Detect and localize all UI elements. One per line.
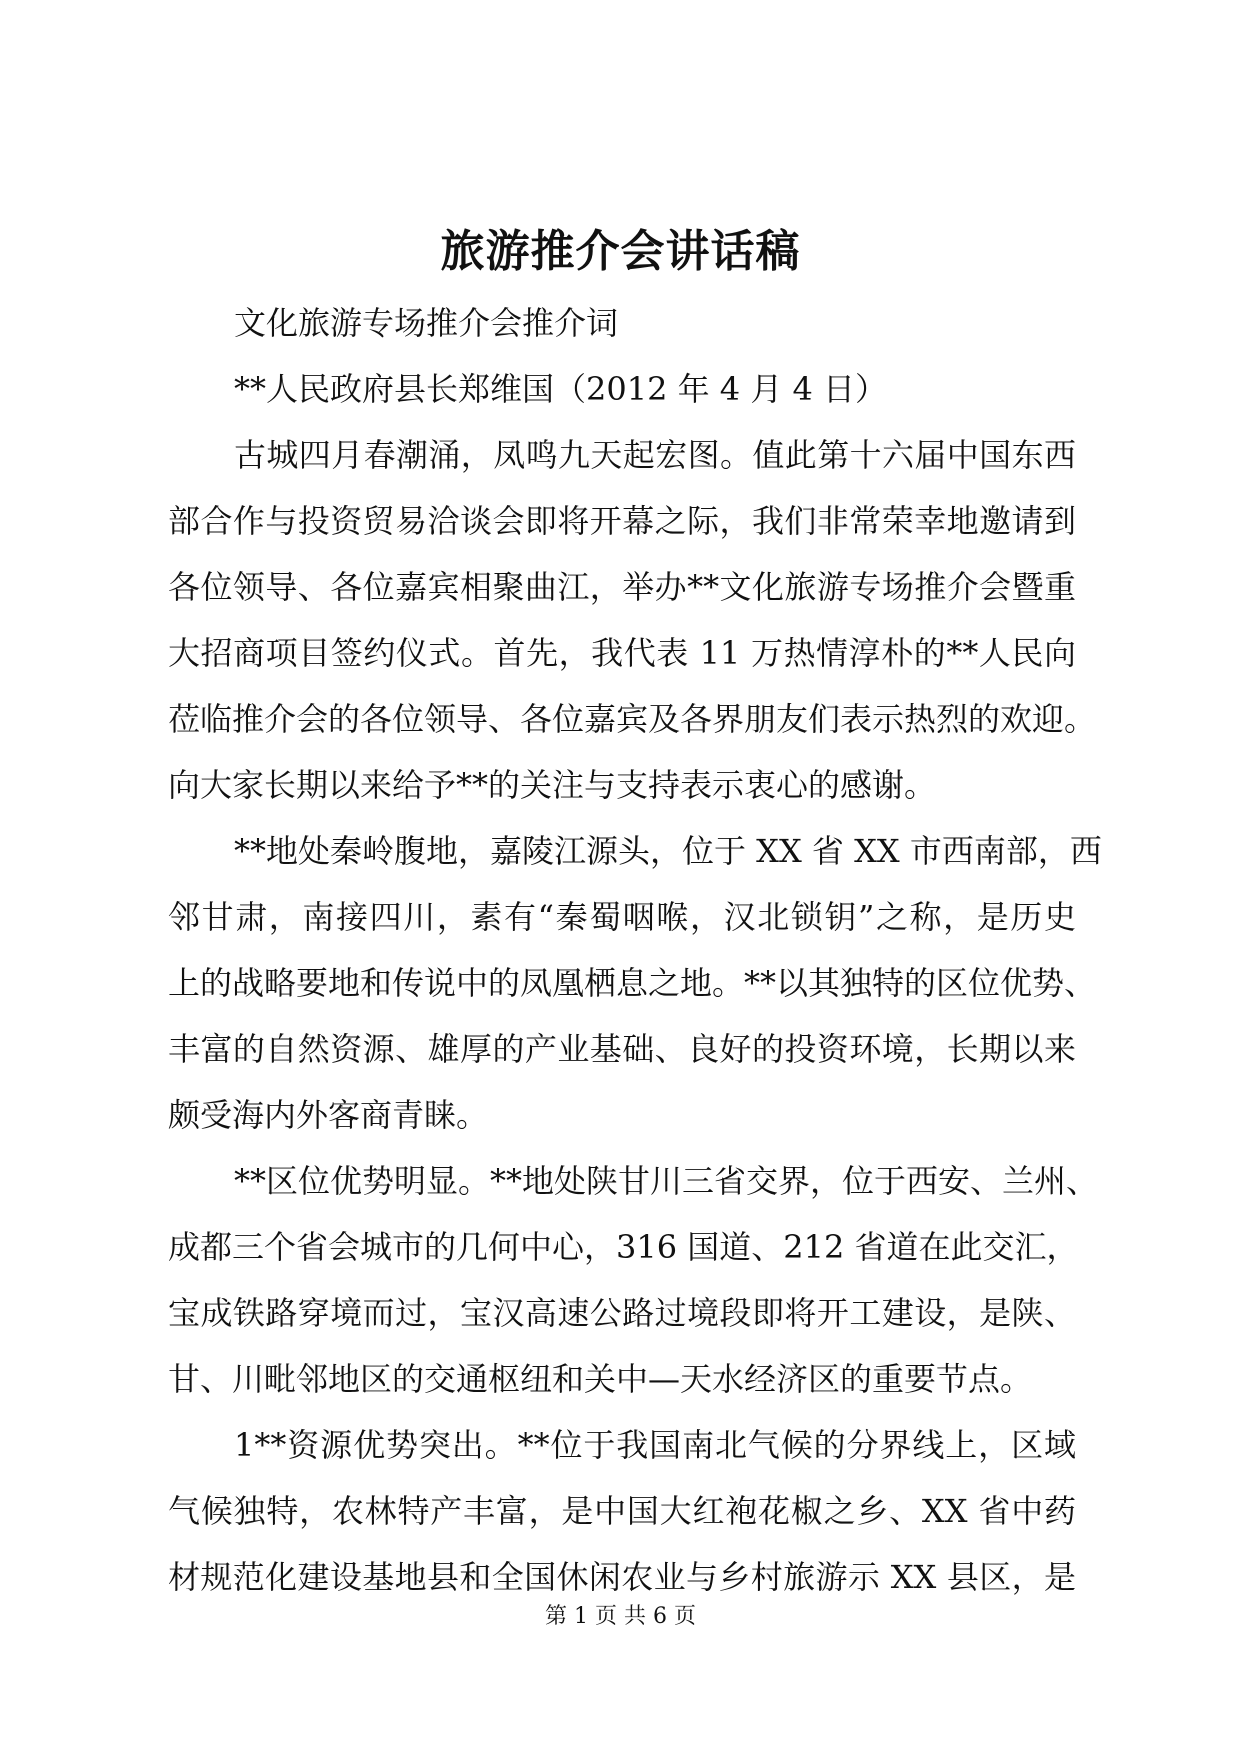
body-line: 颇受海内外客商青睐。 — [168, 1096, 489, 1134]
body-line: 大招商项目签约仪式。首先，我代表 11 万热情淳朴的**人民向 — [168, 634, 1076, 672]
body-line: 材规范化建设基地县和全国休闲农业与乡村旅游示 XX 县区，是 — [168, 1558, 1076, 1596]
body-line: 气候独特，农林特产丰富，是中国大红袍花椒之乡、XX 省中药 — [168, 1492, 1076, 1530]
body-line: 甘、川毗邻地区的交通枢纽和关中—天水经济区的重要节点。 — [168, 1360, 1033, 1398]
body-line: 丰富的自然资源、雄厚的产业基础、良好的投资环境，长期以来 — [168, 1030, 1076, 1068]
body-line: 各位领导、各位嘉宾相聚曲江，举办**文化旅游专场推介会暨重 — [168, 568, 1076, 606]
body-line: 向大家长期以来给予**的关注与支持表示衷心的感谢。 — [168, 766, 937, 804]
body-line: 上的战略要地和传说中的凤凰栖息之地。**以其独特的区位优势、 — [168, 964, 1097, 1002]
document-title: 旅游推介会讲话稿 — [440, 226, 801, 277]
body-line: **地处秦岭腹地，嘉陵江源头，位于 XX 省 XX 市西南部，西 — [234, 832, 1102, 870]
body-line: 1**资源优势突出。**位于我国南北气候的分界线上，区域 — [234, 1426, 1076, 1464]
body-line: 古城四月春潮涌，凤鸣九天起宏图。值此第十六届中国东西 — [234, 436, 1076, 474]
body-line: 文化旅游专场推介会推介词 — [234, 304, 619, 342]
body-line: 部合作与投资贸易洽谈会即将开幕之际，我们非常荣幸地邀请到 — [168, 502, 1076, 540]
body-line: 成都三个省会城市的几何中心，316 国道、212 省道在此交汇， — [168, 1228, 1079, 1266]
body-line: 邻甘肃，南接四川，素有“秦蜀咽喉，汉北锁钥”之称，是历史 — [168, 898, 1076, 936]
document-body — [168, 290, 1102, 1610]
body-line: 宝成铁路穿境而过，宝汉高速公路过境段即将开工建设，是陕、 — [168, 1294, 1076, 1332]
page-footer: 第 1 页 共 6 页 — [545, 1604, 696, 1629]
body-line: **人民政府县长郑维国（2012 年 4 月 4 日） — [234, 370, 888, 408]
body-line: 莅临推介会的各位领导、各位嘉宾及各界朋友们表示热烈的欢迎。 — [168, 700, 1097, 738]
body-line: **区位优势明显。**地处陕甘川三省交界，位于西安、兰州、 — [234, 1162, 1099, 1200]
